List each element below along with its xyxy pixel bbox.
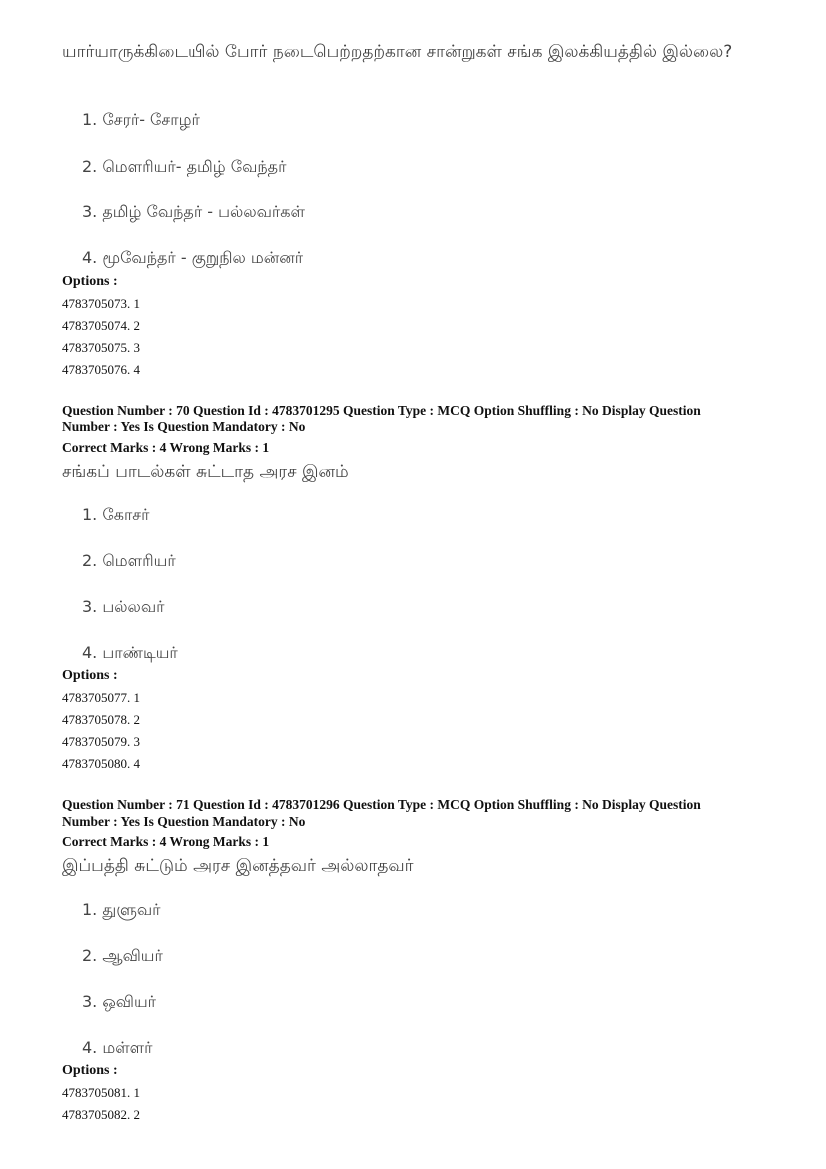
option-id: 4783705077. 1 <box>62 690 140 705</box>
option-id: 4783705079. 3 <box>62 734 140 749</box>
option-id: 4783705082. 2 <box>62 1107 140 1122</box>
choice-4: 4. மூவேந்தர் - குறுநில மன்னர் <box>82 248 304 267</box>
question-meta-line1: Question Number : 70 Question Id : 4783701295 Question Type : MCQ Option Shuffling : No Display Question <box>62 403 701 418</box>
choice-3: 3. ஒவியர் <box>82 992 157 1011</box>
choice-1: 1. துளுவர் <box>82 900 161 919</box>
choice-2: 2. மௌரியர் <box>82 551 176 570</box>
options-label: Options : <box>62 668 118 683</box>
option-id: 4783705076. 4 <box>62 362 140 377</box>
question-meta-line2: Number : Yes Is Question Mandatory : No <box>62 419 306 434</box>
options-label: Options : <box>62 1063 118 1078</box>
choice-2: 2. ஆவியர் <box>82 946 163 965</box>
options-label: Options : <box>62 274 118 289</box>
option-id: 4783705081. 1 <box>62 1085 140 1100</box>
choice-3: 3. பல்லவர் <box>82 597 165 616</box>
option-id: 4783705075. 3 <box>62 340 140 355</box>
question-text: யார்யாருக்கிடையில் போர் நடைபெற்றதற்கான சான்றுகள் சங்க இலக்கியத்தில் இல்லை? <box>62 42 733 62</box>
option-id: 4783705073. 1 <box>62 296 140 311</box>
option-id: 4783705078. 2 <box>62 712 140 727</box>
choice-4: 4. மள்ளர் <box>82 1038 153 1057</box>
option-id: 4783705074. 2 <box>62 318 140 333</box>
question-meta-line1: Question Number : 71 Question Id : 4783701296 Question Type : MCQ Option Shuffling : No Display Question <box>62 797 701 812</box>
question-meta-line2: Number : Yes Is Question Mandatory : No <box>62 814 306 829</box>
choice-3: 3. தமிழ் வேந்தர் - பல்லவர்கள் <box>82 202 305 221</box>
choice-4: 4. பாண்டியர் <box>82 643 178 662</box>
choice-2: 2. மௌரியர்- தமிழ் வேந்தர் <box>82 157 287 176</box>
marks-line: Correct Marks : 4 Wrong Marks : 1 <box>62 834 270 849</box>
question-text: இப்பத்தி சுட்டும் அரச இனத்தவர் அல்லாதவர் <box>62 856 414 876</box>
question-text: சங்கப் பாடல்கள் சுட்டாத அரச இனம் <box>62 462 349 482</box>
choice-1: 1. சேரர்- சோழர் <box>82 110 200 129</box>
choice-1: 1. கோசர் <box>82 505 150 524</box>
marks-line: Correct Marks : 4 Wrong Marks : 1 <box>62 440 270 455</box>
option-id: 4783705080. 4 <box>62 756 140 771</box>
